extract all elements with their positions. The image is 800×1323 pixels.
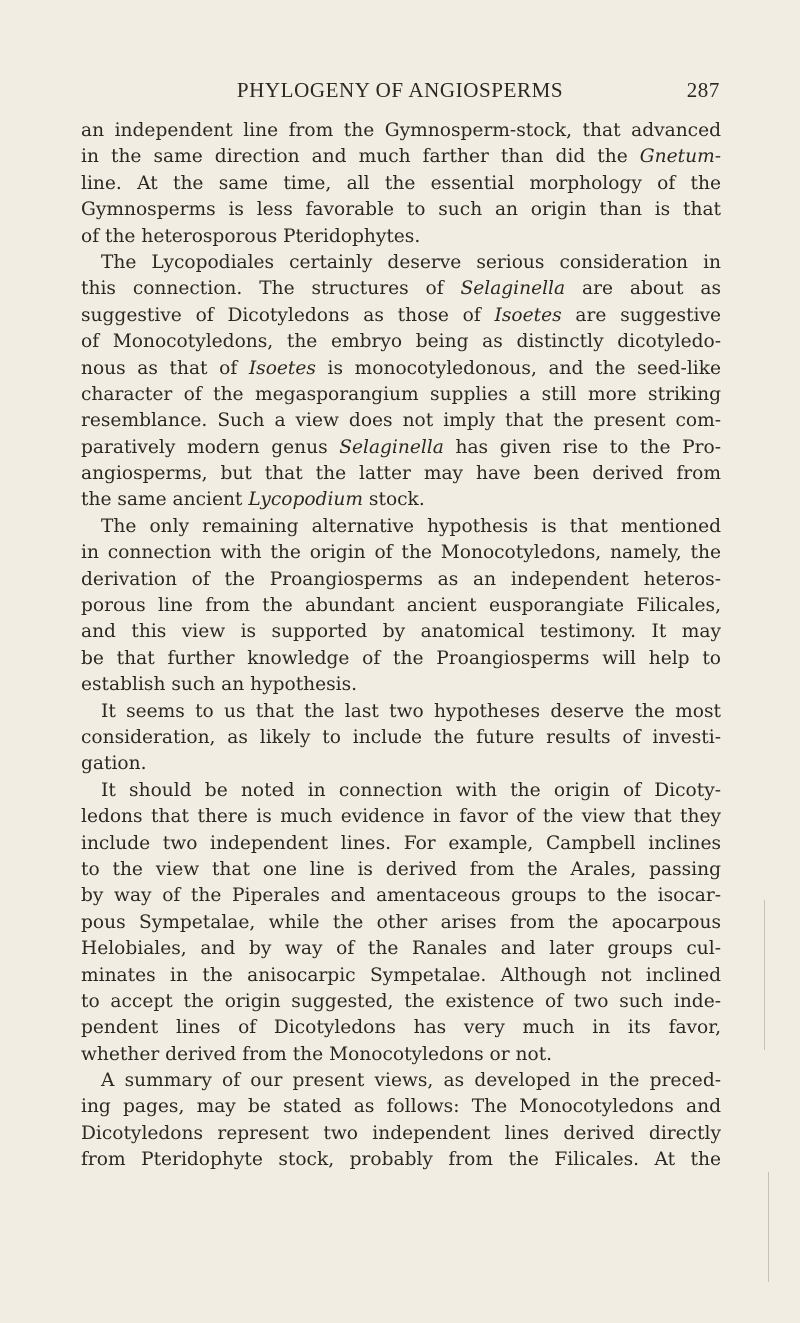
text-line: The Lycopodiales certainly deserve serious consideration in (101, 251, 721, 273)
text-line: consideration, as likely to include the future results of investi- (81, 726, 721, 748)
text-line: of the heterosporous Pteridophytes. (81, 225, 421, 247)
text-line: minates in the anisocarpic Sympetalae. Although not inclined (81, 964, 721, 986)
text-line: line. At the same time, all the essential morphology of the (81, 172, 721, 194)
text-line: the same ancient Lycopodium stock. (81, 489, 425, 511)
margin-mark (764, 900, 765, 1050)
text-line: character of the megasporangium supplies a still more striking (81, 383, 721, 405)
text-line: in connection with the origin of the Monocotyledons, namely, the (81, 542, 721, 564)
text-line: It should be noted in connection with the origin of Dicoty- (101, 779, 721, 801)
text-line: suggestive of Dicotyledons as those of Isoetes are suggestive (81, 304, 721, 326)
text-line: Dicotyledons represent two independent lines derived directly (81, 1122, 721, 1144)
margin-mark (768, 1172, 769, 1282)
text-line: establish such an hypothesis. (81, 674, 358, 696)
text-line: paratively modern genus Selaginella has given rise to the Pro- (81, 436, 721, 458)
text-line: whether derived from the Monocotyledons or not. (81, 1043, 553, 1065)
text-line: Gymnosperms is less favorable to such an origin than is that (81, 199, 721, 221)
body-text (81, 118, 721, 1174)
text-line: to the view that one line is derived from the Arales, passing (81, 858, 721, 880)
text-line: gation. (81, 753, 147, 775)
text-line: angiosperms, but that the latter may have been derived from (81, 463, 721, 485)
text-line: by way of the Piperales and amentaceous groups to the isocar- (81, 885, 721, 907)
text-line: Helobiales, and by way of the Ranales and later groups cul- (81, 938, 721, 960)
text-line: from Pteridophyte stock, probably from the Filicales. At the (81, 1149, 721, 1171)
text-line: to accept the origin suggested, the existence of two such inde- (81, 990, 721, 1012)
text-line: pendent lines of Dicotyledons has very much in its favor, (81, 1017, 721, 1039)
text-line: The only remaining alternative hypothesis is that mentioned (101, 515, 721, 537)
text-line: ledons that there is much evidence in favor of the view that they (81, 806, 721, 828)
text-line: resemblance. Such a view does not imply that the present com- (81, 410, 721, 432)
text-line: It seems to us that the last two hypotheses deserve the most (101, 700, 721, 722)
text-line: include two independent lines. For example, Campbell inclines (81, 832, 721, 854)
text-line: porous line from the abundant ancient eusporangiate Filicales, (81, 595, 721, 617)
text-line: an independent line from the Gymnosperm-stock, that advanced (81, 120, 721, 141)
text-line: be that further knowledge of the Proangiosperms will help to (81, 647, 721, 669)
text-line: and this view is supported by anatomical testimony. It may (81, 621, 721, 643)
text-line: A summary of our present views, as developed in the preced- (101, 1070, 721, 1092)
text-line: nous as that of Isoetes is monocotyledonous, and the seed-like (81, 357, 721, 379)
running-header (80, 78, 720, 112)
text-line: pous Sympetalae, while the other arises from the apocarpous (81, 911, 721, 933)
text-line: this connection. The structures of Selaginella are about as (81, 278, 722, 300)
text-line: ing pages, may be stated as follows: The Monocotyledons and (81, 1096, 721, 1118)
text-line: of Monocotyledons, the embryo being as distinctly dicotyledo- (81, 331, 721, 353)
running-title: PHYLOGENY OF ANGIOSPERMS (236, 78, 564, 102)
text-line: derivation of the Proangiosperms as an independent heteros- (81, 568, 721, 590)
page-number: 287 (686, 78, 720, 102)
text-line: in the same direction and much farther than did the Gnetum- (81, 146, 721, 168)
